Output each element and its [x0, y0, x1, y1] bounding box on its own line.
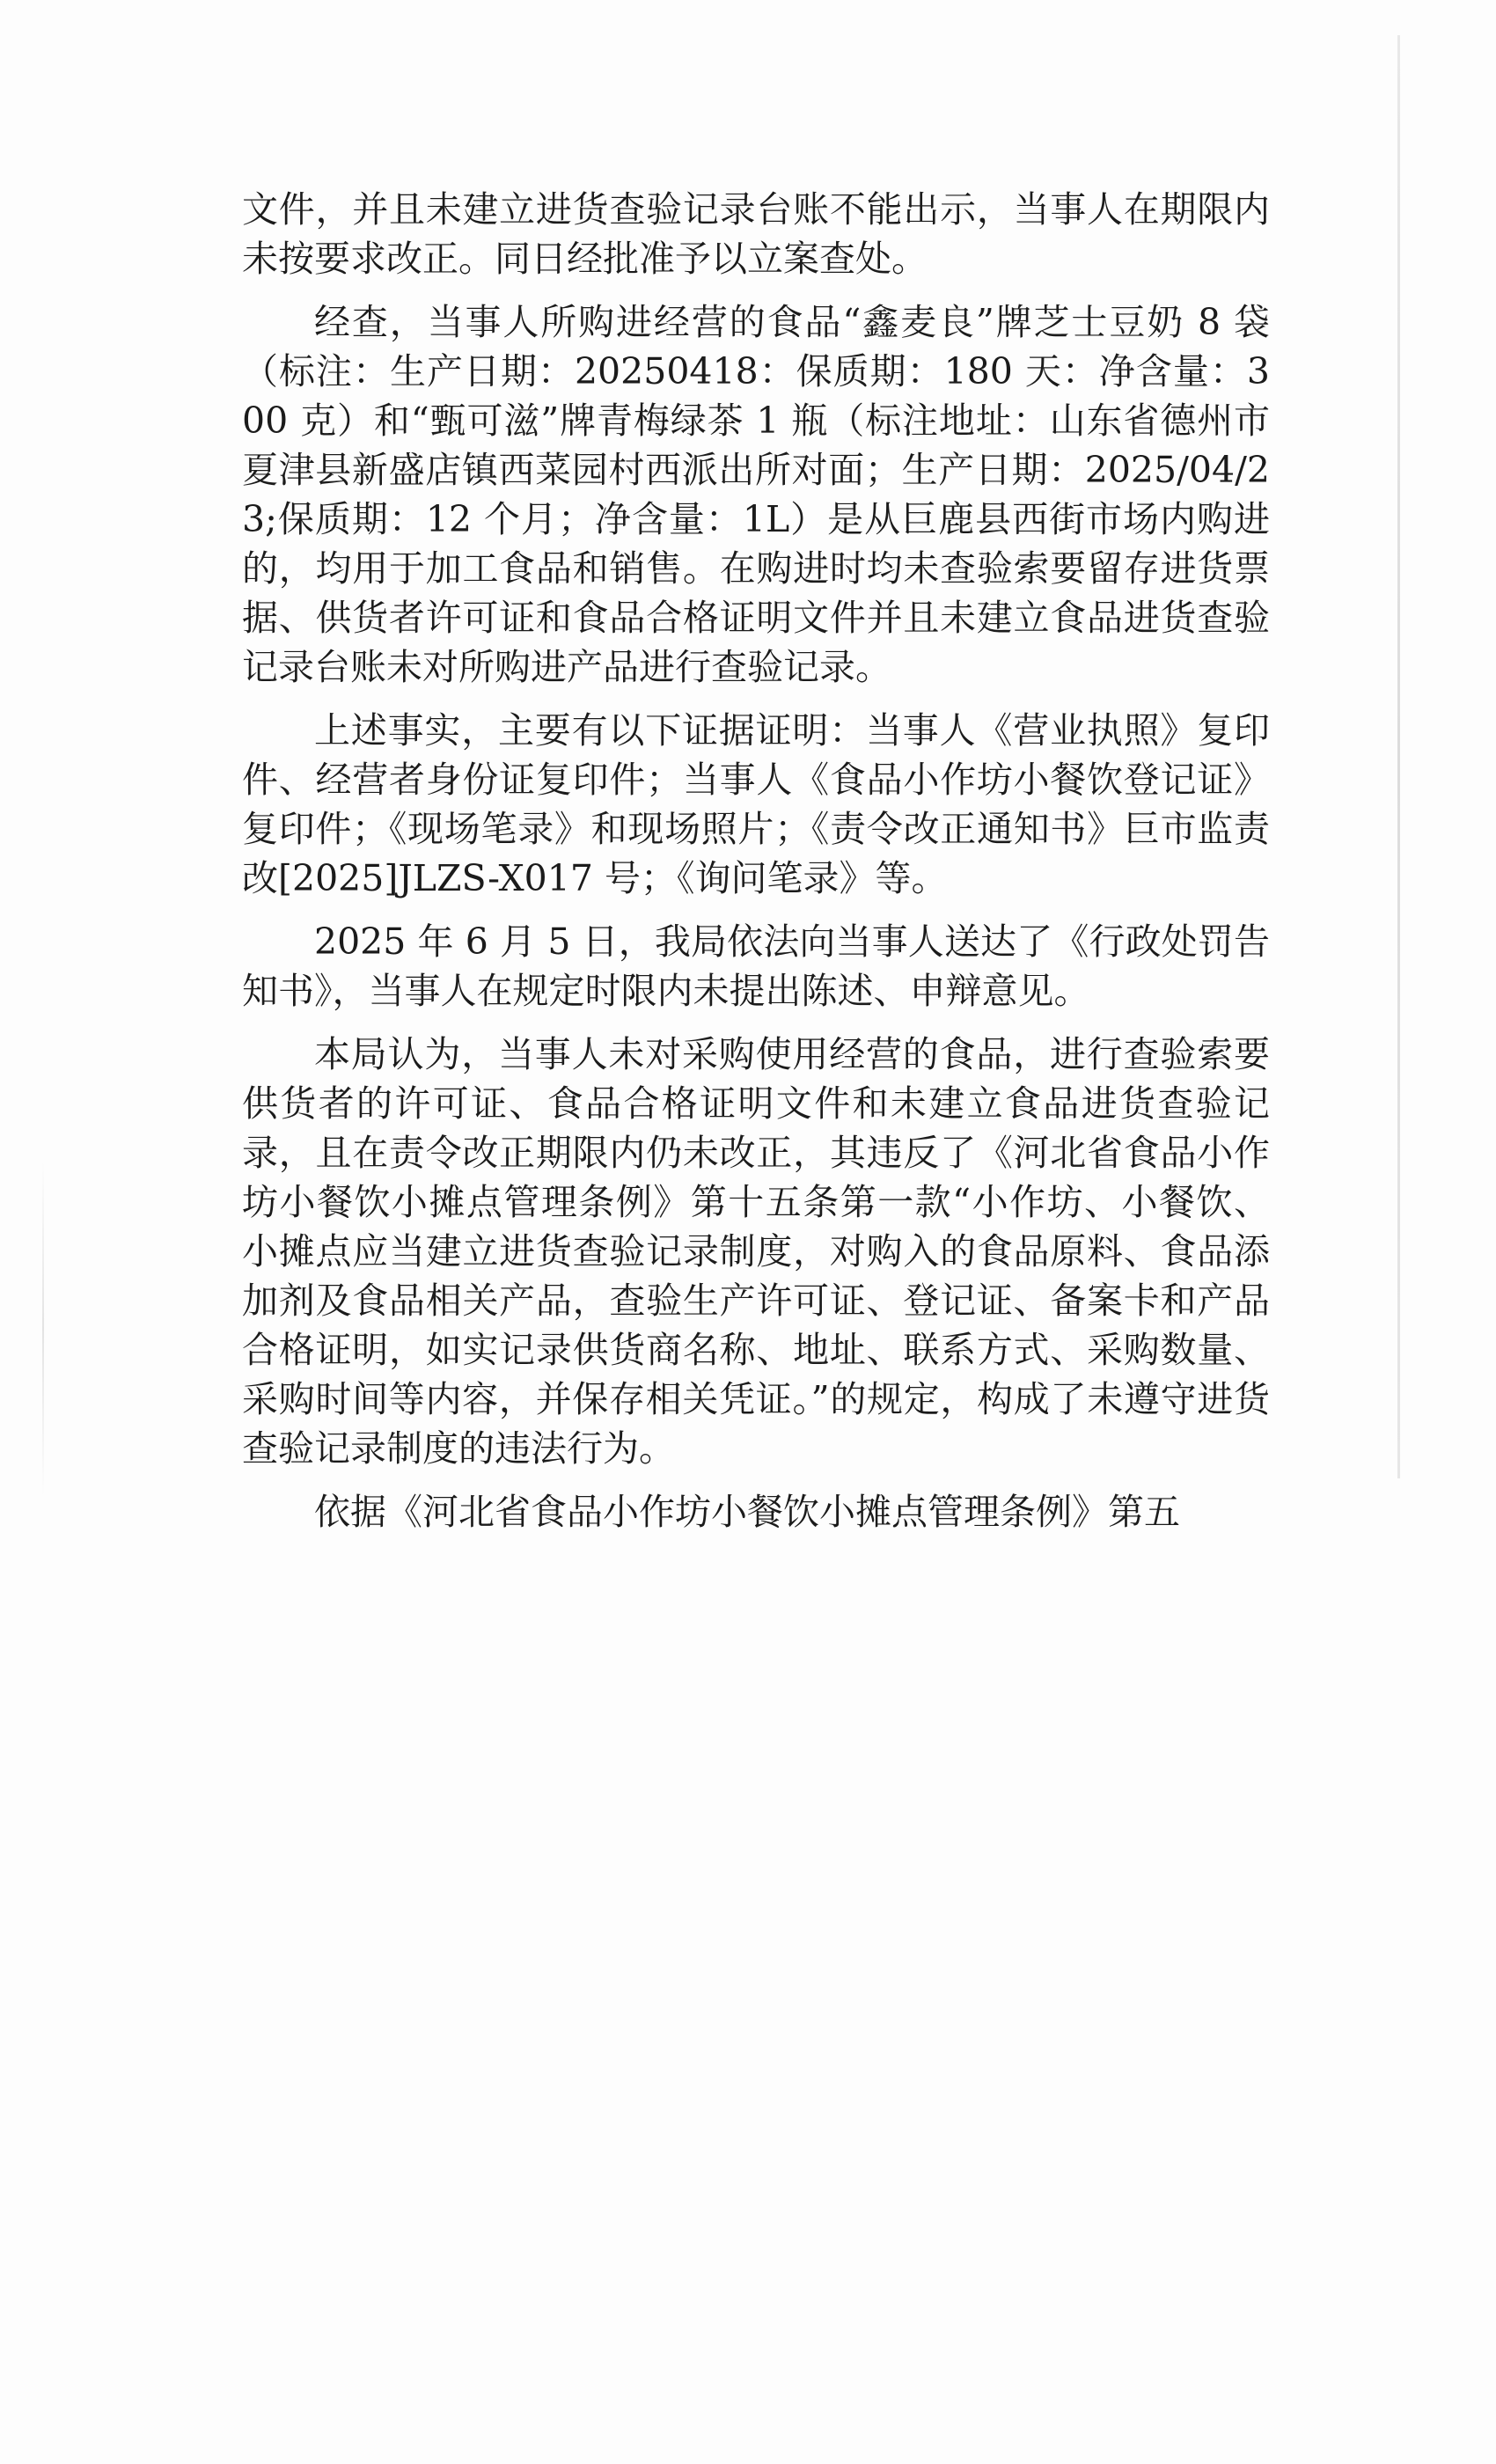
paragraph-investigation-findings: 经查，当事人所购进经营的食品“鑫麦良”牌芝士豆奶 8 袋（标注：生产日期：20250418：保质期：180 天：净含量：300 克）和“甄可滋”牌青梅绿茶 1 瓶（标注地址：山东省德州市夏津县新盛店镇西菜园村西派出所对面；生产日期：2025/04/23;保质期：12 个月；净含量：1L）是从巨鹿县西街市场内购进的，均用于加工食品和销售。在购进时均未查验索要留存进货票据、供货者许可证和食品合格证明文件并且未建立食品进货查验记录台账未对所购进产品进行查验记录。	[242, 301, 1270, 688]
paragraph-bureau-opinion: 本局认为，当事人未对采购使用经营的食品，进行查验索要供货者的许可证、食品合格证明文件和未建立食品进货查验记录，且在责令改正期限内仍未改正，其违反了《河北省食品小作坊小餐饮小摊点管理条例》第十五条第一款“小作坊、小餐饮、小摊点应当建立进货查验记录制度，对购入的食品原料、食品添加剂及食品相关产品，查验生产许可证、登记证、备案卡和产品合格证明，如实记录供货商名称、地址、联系方式、采购数量、采购时间等内容，并保存相关凭证。”的规定，构成了未遵守进货查验记录制度的违法行为。	[242, 1033, 1270, 1470]
paragraph-legal-basis: 依据《河北省食品小作坊小餐饮小摊点管理条例》第五	[314, 1491, 1180, 1533]
paragraph-evidence: 上述事实，主要有以下证据证明：当事人《营业执照》复印件、经营者身份证复印件；当事人《食品小作坊小餐饮登记证》复印件；《现场笔录》和现场照片；《责令改正通知书》巨市监责改[2025]JLZS-X017 号；《询问笔录》等。	[242, 709, 1270, 899]
document-body	[242, 185, 1270, 1551]
paragraph-continuation: 文件，并且未建立进货查验记录台账不能出示，当事人在期限内未按要求改正。同日经批准予以立案查处。	[242, 188, 1270, 280]
scan-edge-left	[42, 1162, 44, 1496]
paragraph-notice-served: 2025 年 6 月 5 日，我局依法向当事人送达了《行政处罚告知书》，当事人在规定时限内未提出陈述、申辩意见。	[242, 920, 1270, 1012]
scan-edge-right	[1397, 35, 1400, 1478]
